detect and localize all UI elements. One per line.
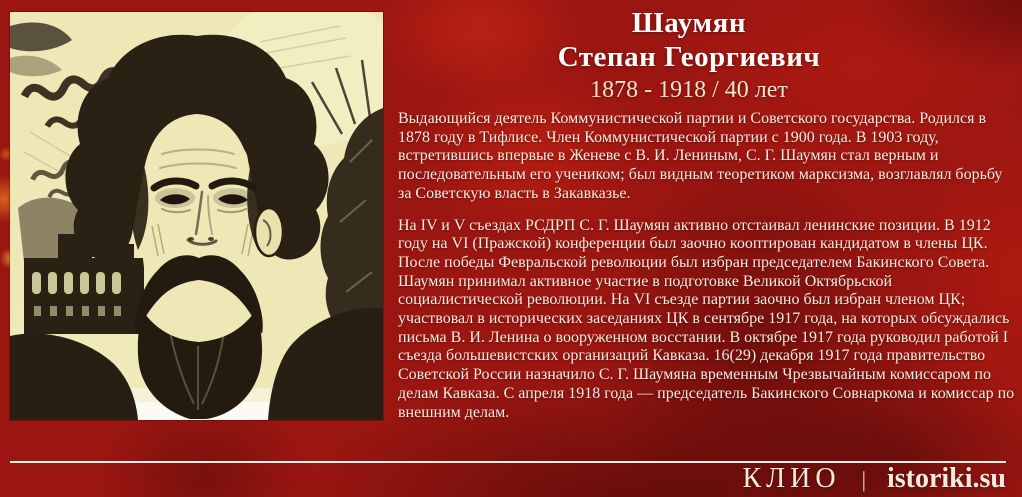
title-given-names: Степан Георгиевич — [557, 41, 821, 73]
shaumyan-portrait-drawing-icon — [10, 12, 383, 420]
page-title — [400, 6, 978, 105]
klio-brand-label: КЛИО — [742, 463, 841, 494]
portrait-illustration — [10, 12, 383, 420]
life-dates: 1878 - 1918 / 40 лет — [590, 77, 788, 103]
bio-paragraph: На IV и V съездах РСДРП С. Г. Шаумян активно отстаивал ленинские позиции. В 1912 году на VI (Пражской) конференции был заочно кооптирован кандидатом в члены ЦК. После победы Февральской революции был избран председателем Бакинского Совета. Шаумян принимал активное участие в подготовке Великой Октябрьской социалистической революции. На VI съезде партии заочно был избран членом ЦК; участвовал в исторических заседаниях ЦК в сентябре 1917 года, на которых обсуждались письма В. И. Ленина о вооруженном восстании. В октябре 1917 года руководил работой I съезда большевистских организаций Кавказа. 16(29) декабря 1917 года правительство Советской России назначило С. Г. Шаумяна временным Чрезвычайным комиссаром по делам Кавказа. С апреля 1918 года — председатель Бакинского Совнаркома и комиссар по внешним делам. — [398, 216, 1015, 421]
footer-divider — [10, 461, 1006, 463]
site-name-label: istoriki.su — [886, 463, 1006, 494]
footer-separator: | — [861, 467, 866, 492]
footer — [742, 464, 1006, 494]
biography-text — [398, 110, 1016, 422]
title-surname: Шаумян — [631, 7, 747, 39]
bio-paragraph: Выдающийся деятель Коммунистической партии и Советского государства. Родился в 1878 году в Тифлисе. Член Коммунистической партии с 1900 года. В 1903 году, встретившись впервые в Женеве с В. И. Лениным, С. Г. Шаумян стал верным и последовательным его учеником; был видным теоретиком марксизма, возглавлял борьбу за Советскую власть в Закавказье. — [398, 110, 1003, 202]
